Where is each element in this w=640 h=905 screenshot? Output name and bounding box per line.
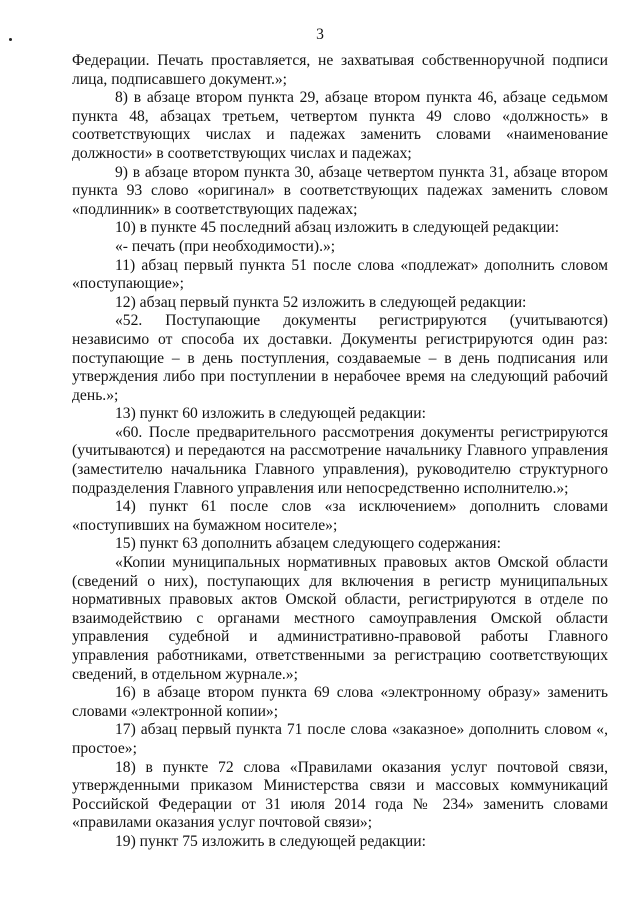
paragraph-item-18: 18) в пункте 72 слова «Правилами оказания услуг почтовой связи, утвержденными приказом Министерства связи и массовых коммуникаций Российской Федерации от 31 июля 2014 года № 234» заменить словами «правилами оказания услуг почтовой связи»; xyxy=(72,758,608,832)
paragraph-item-8: 8) в абзаце втором пункта 29, абзаце втором пункта 46, абзаце седьмом пункта 48, абзацах третьем, четвертом пункта 49 слово «должность» в соответствующих числах и падежах заменить словами «наименование должности» в соответствующих числах и падежах; xyxy=(72,89,608,162)
paragraph-item-10-quote: «- печать (при необходимости).»; xyxy=(115,237,336,255)
paragraph-item-11: 11) абзац первый пункта 51 после слова «подлежат» дополнить словом «поступающие»; xyxy=(72,256,608,293)
paragraph-item-13: 13) пункт 60 изложить в следующей редакции: xyxy=(115,405,426,423)
paragraph-item-12-quote: «52. Поступающие документы регистрируются (учитываются) независимо от способа их доставки. Документы регистрируются один раз: поступающие – в день поступления, создаваемые – в день подписания или утверждения либо при поступлении в нерабочее время на следующий рабочий день.»; xyxy=(72,312,608,404)
paragraph-item-15-quote: «Копии муниципальных нормативных правовых актов Омской области (сведений о них), поступающих для включения в регистр муниципальных нормативных правовых актов Омской области, регистрируются в отделе по взаимодействию с органами местного самоуправления Омской области управления судебной и административно-правовой работы Главного управления работниками, ответственными за регистрацию соответствующих сведений, в отдельном журнале.»; xyxy=(72,554,608,683)
paragraph-item-10: 10) в пункте 45 последний абзац изложить в следующей редакции: xyxy=(115,219,560,237)
paragraph-item-15: 15) пункт 63 дополнить абзацем следующего содержания: xyxy=(115,535,501,553)
paragraph-item-17: 17) абзац первый пункта 71 после слова «заказное» дополнить словом «, простое»; xyxy=(72,721,608,757)
paragraph-item-19: 19) пункт 75 изложить в следующей редакции: xyxy=(115,832,426,850)
paragraph-item-12: 12) абзац первый пункта 52 изложить в следующей редакции: xyxy=(115,293,527,311)
paragraph-continuation: Федерации. Печать проставляется, не захватывая собственноручной подписи лица, подписавшего документ.»; xyxy=(72,52,608,88)
paragraph-item-14: 14) пункт 61 после слов «за исключением» дополнить словами «поступивших на бумажном носителе»; xyxy=(72,498,608,534)
document-body xyxy=(72,52,608,852)
paragraph-item-9: 9) в абзаце втором пункта 30, абзаце четвертом пункта 31, абзаце втором пункта 93 слово «оригинал» в соответствующих падежах заменить словом «подлинник» в соответствующих падежах; xyxy=(72,163,608,218)
page-number: 3 xyxy=(316,26,324,43)
paragraph-item-16: 16) в абзаце втором пункта 69 слова «электронному образу» заменить словами «электронной копии»; xyxy=(72,684,608,720)
paragraph-item-13-quote: «60. После предварительного рассмотрения документы регистрируются (учитываются) и передаются на рассмотрение начальнику Главного управления (заместителю начальника Главного управления), руководителю структурного подразделения Главного управления или непосредственно исполнителю.»; xyxy=(72,423,608,497)
